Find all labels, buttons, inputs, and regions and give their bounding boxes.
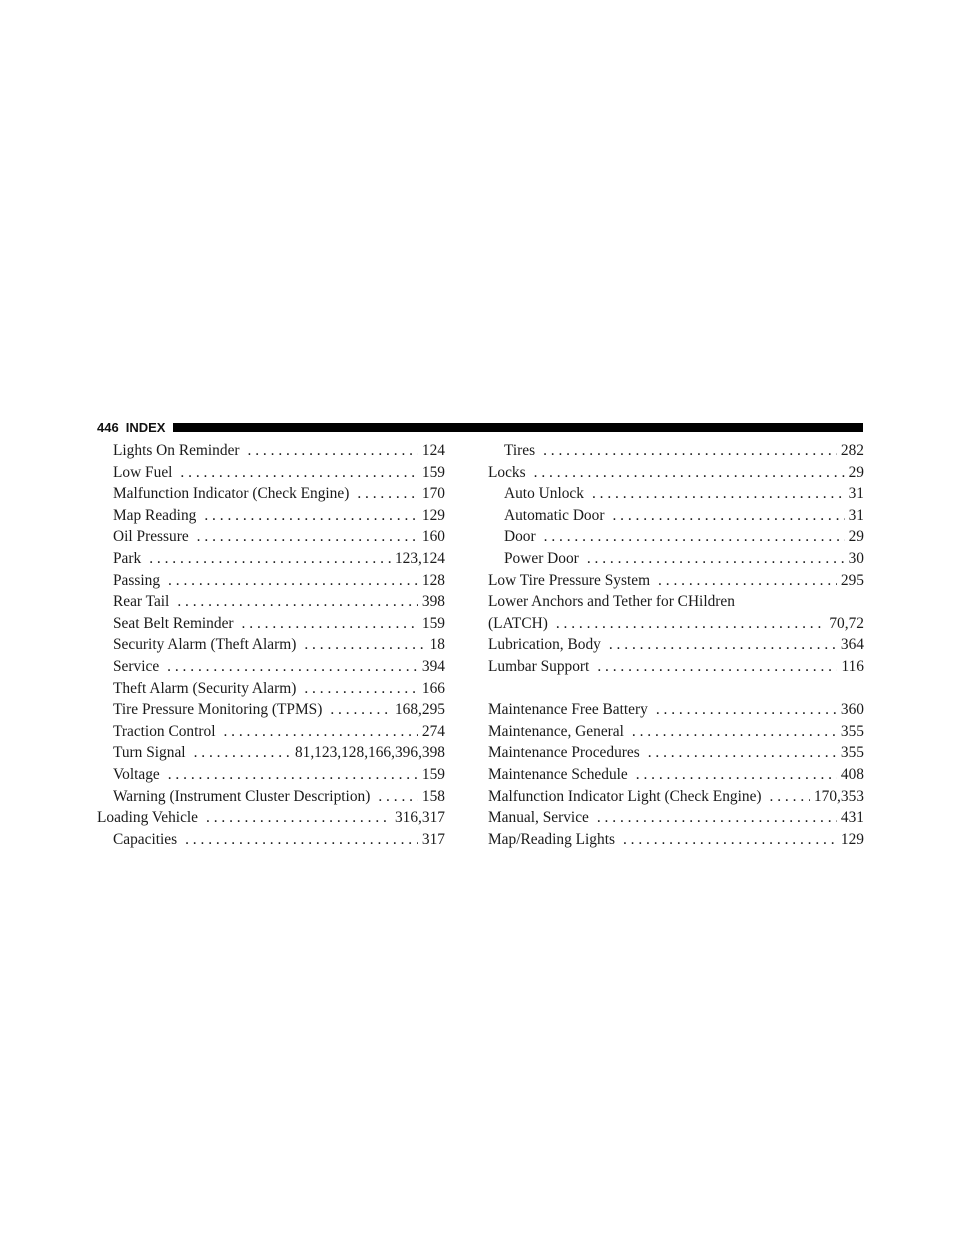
index-entry xyxy=(488,462,864,484)
entry-label: Auto Unlock xyxy=(504,485,584,503)
index-subentry xyxy=(97,505,445,527)
entry-page-refs: 166 xyxy=(421,679,445,697)
dot-leader xyxy=(206,807,391,829)
entry-label: Voltage xyxy=(113,765,160,783)
dot-leader xyxy=(185,829,418,851)
dot-leader xyxy=(587,548,845,570)
dot-leader xyxy=(168,570,418,592)
entry-label: Turn Signal xyxy=(113,744,186,762)
entry-label: Maintenance Schedule xyxy=(488,765,628,783)
entry-label: Map Reading xyxy=(113,506,197,524)
entry-page-refs: 18 xyxy=(429,636,445,654)
entry-label: Locks xyxy=(488,463,526,481)
entry-label: Lights On Reminder xyxy=(113,442,240,459)
dot-leader xyxy=(597,656,837,678)
index-subentry xyxy=(488,548,864,570)
entry-label: Tire Pressure Monitoring (TPMS) xyxy=(113,701,323,719)
entry-label: Lubrication, Body xyxy=(488,636,601,654)
dot-leader xyxy=(612,505,844,527)
entry-label: Map/Reading Lights xyxy=(488,830,615,848)
dot-leader xyxy=(180,462,417,484)
index-spacer xyxy=(488,678,864,700)
dot-leader xyxy=(357,483,418,505)
section-title: INDEX xyxy=(125,419,166,435)
dot-leader xyxy=(632,721,837,743)
entry-page-refs: 159 xyxy=(421,765,445,783)
dot-leader xyxy=(543,440,837,462)
entry-label: Low Fuel xyxy=(113,463,173,481)
entry-page-refs: 159 xyxy=(421,614,445,632)
entry-label: Lumbar Support xyxy=(488,657,590,675)
entry-page-refs: 123,124 xyxy=(394,549,445,567)
entry-label: Service xyxy=(113,657,160,675)
dot-leader xyxy=(597,807,837,829)
dot-leader xyxy=(168,764,418,786)
index-subentry xyxy=(97,742,445,764)
entry-page-refs: 355 xyxy=(840,722,864,740)
entry-label: Seat Belt Reminder xyxy=(113,614,234,632)
entry-page-refs: 129 xyxy=(421,506,445,524)
entry-label: Passing xyxy=(113,571,161,589)
entry-page-refs: 129 xyxy=(840,830,864,848)
index-subentry xyxy=(488,440,864,462)
entry-label: Power Door xyxy=(504,549,579,567)
entry-page-refs: 124 xyxy=(421,442,445,459)
index-entry xyxy=(488,829,864,851)
index-subentry xyxy=(97,764,445,786)
entry-label: Loading Vehicle xyxy=(97,809,199,827)
entry-page-refs: 128 xyxy=(421,571,445,589)
dot-leader xyxy=(648,742,837,764)
entry-page-refs: 170 xyxy=(421,485,445,503)
entry-page-refs: 29 xyxy=(848,528,864,546)
dot-leader xyxy=(248,440,418,462)
entry-label: Malfunction Indicator Light (Check Engine) xyxy=(488,787,762,805)
index-entry xyxy=(488,613,864,635)
dot-leader xyxy=(304,634,425,656)
dot-leader xyxy=(636,764,837,786)
entry-label: (LATCH) xyxy=(488,614,548,632)
entry-label: Malfunction Indicator (Check Engine) xyxy=(113,485,350,503)
entry-page-refs: 31 xyxy=(848,485,864,503)
entry-label: Park xyxy=(113,549,142,567)
entry-page-refs: 355 xyxy=(840,744,864,762)
index-entry xyxy=(97,807,445,829)
index-subentry xyxy=(97,829,445,851)
index-entry xyxy=(488,721,864,743)
entry-label: Automatic Door xyxy=(504,506,605,524)
dot-leader xyxy=(330,699,391,721)
entry-label: Tires xyxy=(504,442,536,459)
entry-label: Theft Alarm (Security Alarm) xyxy=(113,679,297,697)
dot-leader xyxy=(556,613,826,635)
index-subentry xyxy=(488,505,864,527)
dot-leader xyxy=(242,613,418,635)
entry-page-refs: 31 xyxy=(848,506,864,524)
entry-label: Maintenance Free Battery xyxy=(488,701,648,719)
entry-label: Security Alarm (Theft Alarm) xyxy=(113,636,297,654)
entry-page-refs: 70,72 xyxy=(829,614,864,632)
entry-page-refs: 160 xyxy=(421,528,445,546)
dot-leader xyxy=(658,570,837,592)
index-column-right xyxy=(488,440,864,850)
dot-leader xyxy=(177,591,418,613)
entry-page-refs: 116 xyxy=(841,657,864,675)
entry-label: Oil Pressure xyxy=(113,528,189,546)
index-entry xyxy=(488,742,864,764)
entry-page-refs: 431 xyxy=(840,809,864,827)
index-subentry xyxy=(97,570,445,592)
dot-leader xyxy=(623,829,837,851)
index-subentry xyxy=(97,526,445,548)
entry-label: Warning (Instrument Cluster Description) xyxy=(113,787,371,805)
entry-page-refs: 274 xyxy=(421,722,445,740)
dot-leader xyxy=(770,786,810,808)
index-subentry xyxy=(97,721,445,743)
entry-page-refs: 408 xyxy=(840,765,864,783)
dot-leader xyxy=(656,699,837,721)
entry-label: Manual, Service xyxy=(488,809,589,827)
index-entry xyxy=(488,764,864,786)
header-rule xyxy=(173,423,863,432)
entry-page-refs: 81,123,128,166,396,398 xyxy=(294,744,445,762)
dot-leader xyxy=(223,721,417,743)
dot-leader xyxy=(149,548,391,570)
entry-page-refs: 398 xyxy=(421,593,445,611)
index-entry xyxy=(488,634,864,656)
entry-label: Door xyxy=(504,528,536,546)
index-subentry xyxy=(488,483,864,505)
entry-label: Maintenance, General xyxy=(488,722,624,740)
entry-page-refs: 158 xyxy=(421,787,445,805)
entry-page-refs: 168,295 xyxy=(394,701,445,719)
dot-leader xyxy=(534,462,845,484)
dot-leader xyxy=(609,634,837,656)
entry-label: Traction Control xyxy=(113,722,216,740)
entry-page-refs: 295 xyxy=(840,571,864,589)
index-subentry xyxy=(97,440,445,462)
dot-leader xyxy=(197,526,418,548)
entry-page-refs: 360 xyxy=(840,701,864,719)
index-subentry xyxy=(97,678,445,700)
index-entry xyxy=(488,786,864,808)
index-subentry xyxy=(488,526,864,548)
entry-label: Capacities xyxy=(113,830,178,848)
entry-page-refs: 364 xyxy=(840,636,864,654)
dot-leader xyxy=(378,786,418,808)
dot-leader xyxy=(544,526,845,548)
index-subentry xyxy=(97,548,445,570)
index-column-left xyxy=(97,440,445,850)
index-subentry xyxy=(97,786,445,808)
entry-page-refs: 317 xyxy=(421,830,445,848)
index-entry xyxy=(488,699,864,721)
index-entry xyxy=(488,656,864,678)
index-subentry xyxy=(97,613,445,635)
index-subentry xyxy=(97,634,445,656)
entry-page-refs: 394 xyxy=(421,657,445,675)
page-number: 446 xyxy=(97,419,119,435)
index-subentry xyxy=(97,656,445,678)
dot-leader xyxy=(304,678,418,700)
entry-page-refs: 29 xyxy=(848,463,864,481)
entry-label: Maintenance Procedures xyxy=(488,744,640,762)
index-subentry xyxy=(97,483,445,505)
entry-label: Lower Anchors and Tether for CHildren xyxy=(488,593,735,611)
entry-page-refs: 316,317 xyxy=(394,809,445,827)
entry-page-refs: 159 xyxy=(421,463,445,481)
dot-leader xyxy=(167,656,418,678)
page-header xyxy=(97,418,863,436)
index-entry xyxy=(488,570,864,592)
dot-leader xyxy=(204,505,418,527)
dot-leader xyxy=(592,483,845,505)
index-subentry xyxy=(97,462,445,484)
index-entry xyxy=(488,591,864,613)
index-entry xyxy=(488,807,864,829)
entry-page-refs: 30 xyxy=(848,549,864,567)
entry-label: Low Tire Pressure System xyxy=(488,571,651,589)
index-subentry xyxy=(97,591,445,613)
entry-page-refs: 282 xyxy=(840,442,864,459)
index-subentry xyxy=(97,699,445,721)
entry-page-refs: 170,353 xyxy=(813,787,864,805)
dot-leader xyxy=(194,742,291,764)
entry-label: Rear Tail xyxy=(113,593,170,611)
